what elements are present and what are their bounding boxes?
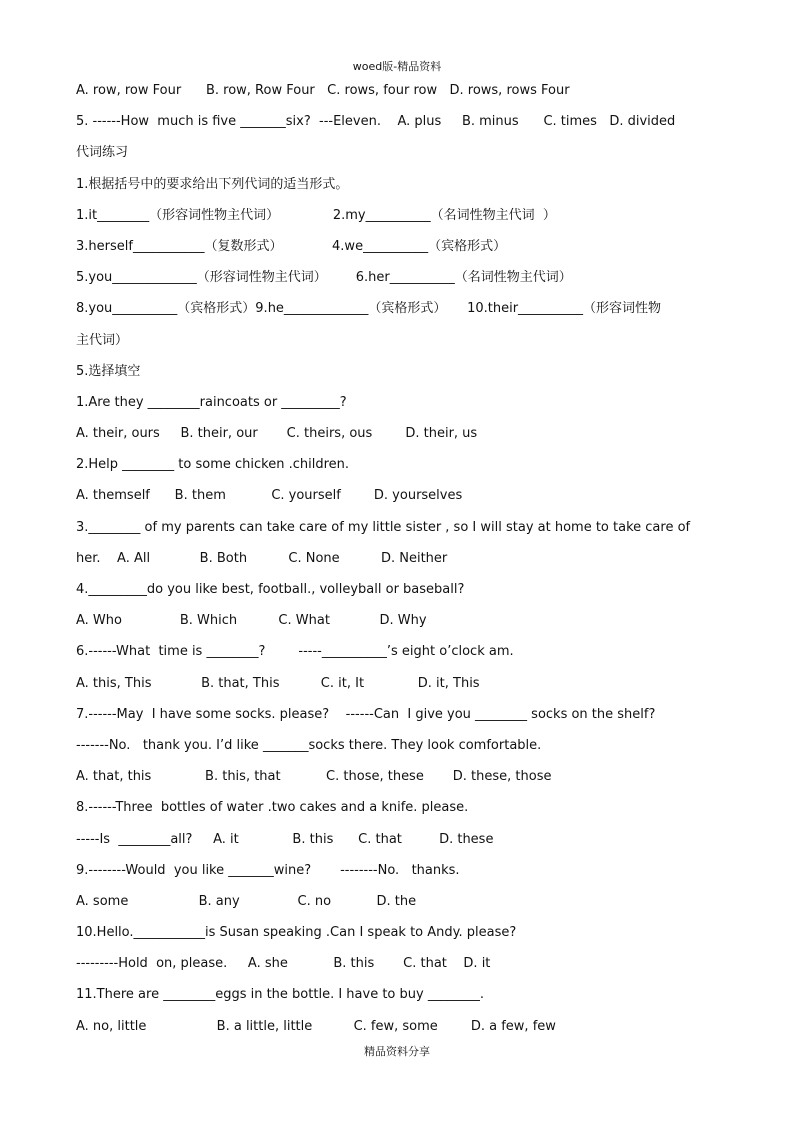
- text-line: A. row, row Four B. row, Row Four C. rows, four row D. rows, rows Four: [76, 83, 570, 98]
- question-line: 9.--------Would you like _______wine? --------No. thanks.: [76, 862, 460, 878]
- options-line: A. no, little B. a little, little C. few, some D. a few, few: [76, 1018, 556, 1034]
- section-title: 5.选择填空: [76, 363, 141, 379]
- question-line: 1.Are they ________raincoats or _________?: [76, 394, 347, 410]
- text-line: 主代词）: [76, 332, 129, 348]
- options-line: A. some B. any C. no D. the: [76, 893, 417, 909]
- text-line: 8.you__________（宾格形式）9.he_____________（宾格形式） 10.their__________（形容词性物: [76, 301, 662, 317]
- options-line: A. their, ours B. their, our C. theirs, ous D. their, us: [76, 426, 478, 442]
- question-line: -------No. thank you. I’d like _______socks there. They look comfortable.: [76, 737, 542, 753]
- options-line: -----Is ________all? A. it B. this C. that D. these: [76, 831, 494, 847]
- options-line: A. that, this B. this, that C. those, these D. these, those: [76, 769, 552, 785]
- section-title: 代词练习: [76, 145, 129, 161]
- options-line: A. Who B. Which C. What D. Why: [76, 613, 427, 629]
- question-line: 8.------Three bottles of water .two cakes and a knife. please.: [76, 800, 469, 816]
- options-line: ---------Hold on, please. A. she B. this C. that D. it: [76, 956, 491, 972]
- text-line: 3.herself___________（复数形式） 4.we__________（宾格形式）: [76, 238, 507, 254]
- question-line: 11.There are ________eggs in the bottle. I have to buy ________.: [76, 987, 484, 1003]
- question-line: 3.________ of my parents can take care of my little sister , so I will stay at home to take care of: [76, 519, 691, 535]
- question-line: 6.------What time is ________? -----__________’s eight o’clock am.: [76, 644, 514, 660]
- text-line: 1.it________（形容词性物主代词） 2.my__________（名词性物主代词 ）: [76, 207, 556, 223]
- question-line: 2.Help ________ to some chicken .children.: [76, 457, 350, 473]
- options-line: A. this, This B. that, This C. it, It D. it, This: [76, 675, 480, 691]
- page-footer: 精品资料分享: [364, 1045, 430, 1058]
- text-line: 5. ------How much is five _______six? ---Eleven. A. plus B. minus C. times D. divided: [76, 114, 676, 130]
- options-line: her. A. All B. Both C. None D. Neither: [76, 550, 448, 566]
- question-line: 10.Hello.___________is Susan speaking .Can I speak to Andy. please?: [76, 925, 517, 941]
- question-line: 4._________do you like best, football., volleyball or baseball?: [76, 582, 465, 597]
- question-line: 7.------May I have some socks. please? ------Can I give you ________ socks on the shelf?: [76, 706, 656, 722]
- options-line: A. themself B. them C. yourself D. yourselves: [76, 488, 463, 504]
- instruction: 1.根据括号中的要求给出下列代词的适当形式。: [76, 176, 349, 192]
- exercise-content: [76, 81, 726, 1048]
- page-header: woed版-精品资料: [352, 60, 442, 73]
- text-line: 5.you_____________（形容词性物主代词） 6.her__________（名词性物主代词）: [76, 270, 572, 286]
